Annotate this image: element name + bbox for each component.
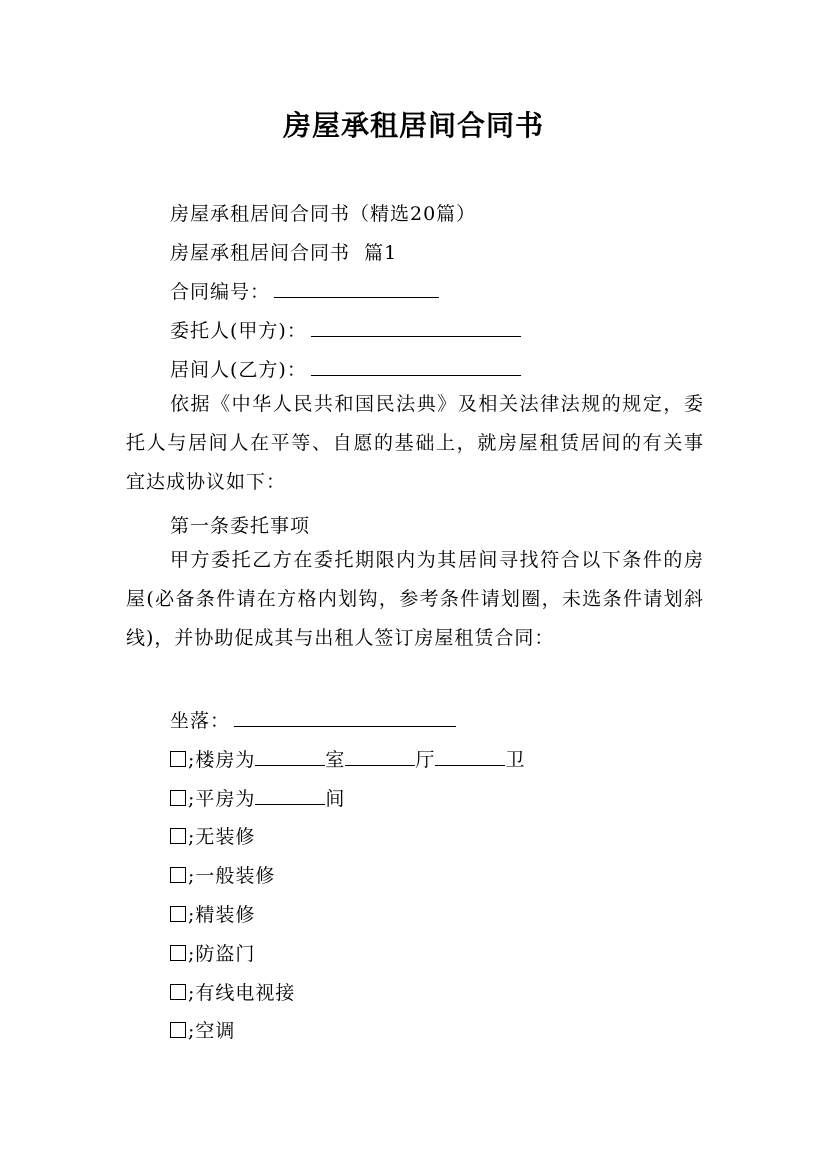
bungalow-prefix: ;平房为 [188, 788, 256, 810]
bath-label: 卫 [505, 749, 526, 771]
option-row [170, 978, 295, 1005]
bath-blank[interactable] [435, 749, 505, 766]
option-row [170, 900, 255, 927]
option-label: ;精装修 [188, 904, 256, 926]
option-row [170, 861, 275, 888]
checkbox-icon[interactable] [170, 906, 186, 922]
party-a-blank[interactable] [311, 320, 521, 337]
option-label: ;防盗门 [188, 943, 256, 965]
bungalow-blank[interactable] [255, 788, 325, 805]
checkbox-icon[interactable] [170, 790, 186, 806]
option-row [170, 822, 255, 849]
checkbox-icon[interactable] [170, 984, 186, 1000]
option-label: ;空调 [188, 1020, 236, 1042]
checkbox-icon[interactable] [170, 751, 186, 767]
party-b-row [170, 355, 521, 382]
document-subtitle: 房屋承租居间合同书（精选20篇） [170, 203, 477, 225]
checkbox-icon[interactable] [170, 1022, 186, 1038]
hall-blank[interactable] [345, 749, 415, 766]
hall-label: 厅 [415, 749, 436, 771]
checkbox-icon[interactable] [170, 867, 186, 883]
room-label: 室 [325, 749, 346, 771]
option-label: ;无装修 [188, 826, 256, 848]
party-b-blank[interactable] [311, 359, 521, 376]
checkbox-icon[interactable] [170, 945, 186, 961]
party-b-label: 居间人(乙方)： [170, 359, 307, 381]
location-blank[interactable] [234, 710, 456, 727]
chapter-heading: 房屋承租居间合同书 篇1 [170, 242, 398, 264]
building-prefix: ;楼房为 [188, 749, 256, 771]
contract-number-row [170, 277, 439, 304]
article1-heading: 第一条委托事项 [170, 515, 311, 537]
location-label: 坐落： [170, 710, 231, 732]
party-a-row [170, 316, 521, 343]
room-blank[interactable] [255, 749, 325, 766]
option-row [170, 939, 255, 966]
location-row [170, 706, 456, 733]
checkbox-icon[interactable] [170, 828, 186, 844]
bungalow-row [170, 784, 345, 811]
article1-paragraph: 甲方委托乙方在委托期限内为其居间寻找符合以下条件的房屋(必备条件请在方格内划钩，参考条件请划圈，未选条件请划斜线)，并协助促成其与出租人签订房屋租赁合同： [126, 549, 704, 649]
document-title: 房屋承租居间合同书 [282, 109, 544, 142]
contract-number-label: 合同编号： [170, 281, 271, 303]
intro-paragraph: 依据《中华人民共和国民法典》及相关法律法规的规定，委托人与居间人在平等、自愿的基础上，就房屋租赁居间的有关事宜达成协议如下： [126, 393, 704, 493]
building-row [170, 745, 525, 772]
option-row [170, 1016, 235, 1043]
contract-number-blank[interactable] [274, 281, 439, 298]
option-label: ;一般装修 [188, 865, 276, 887]
bungalow-unit: 间 [325, 788, 346, 810]
party-a-label: 委托人(甲方)： [170, 320, 307, 342]
option-label: ;有线电视接 [188, 982, 296, 1004]
